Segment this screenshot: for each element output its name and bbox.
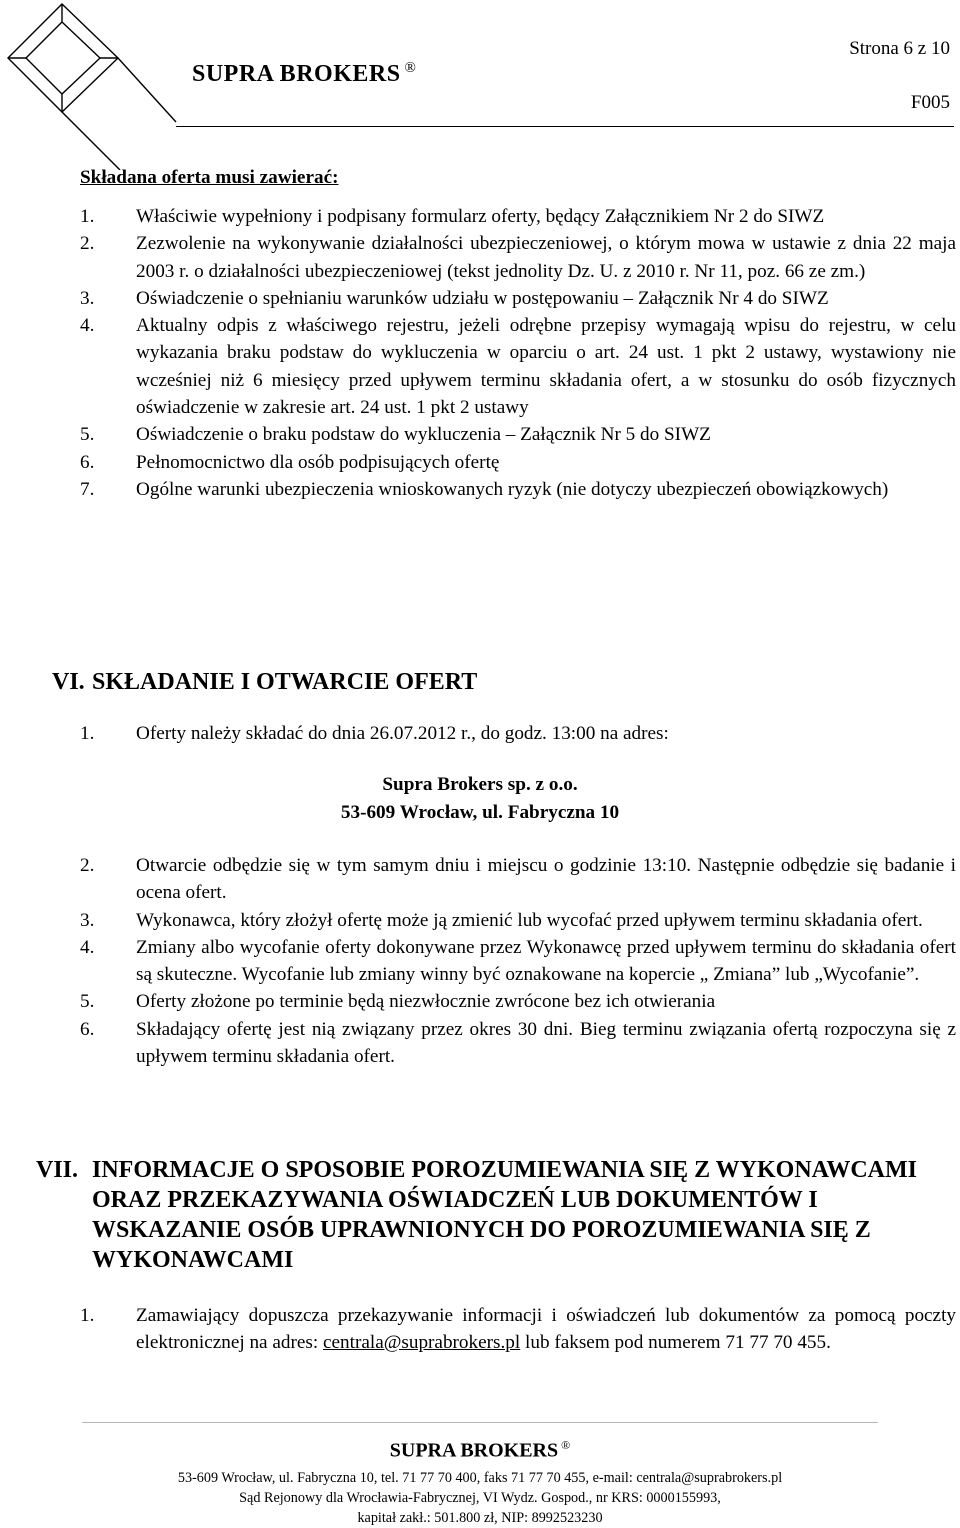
section-6-item-1 (80, 720, 956, 747)
section-6-list (80, 852, 956, 1070)
requirements-list (80, 203, 956, 503)
footer-registry: Sąd Rejonowy dla Wrocławia-Fabrycznej, VI Wydz. Gospod., nr KRS: 0000155993, (239, 1490, 721, 1506)
list-item: 2. Zezwolenie na wykonywanie działalności ubezpieczeniowej, o którym mowa w ustawie z dnia 22 maja 2003 r. o działalności ubezpieczeniowej (tekst jednolity Dz. U. z 2010 r. Nr 11, poz. 66 ze zm.) (80, 233, 956, 282)
list-item: 2. Otwarcie odbędzie się w tym samym dniu i miejscu o godzinie 13:10. Następnie odbędzie się badanie i ocena ofert. (80, 855, 956, 904)
list-item: 4. Zmiany albo wycofanie oferty dokonywane przez Wykonawcę przed upływem terminu do składania ofert są skuteczne. Wycofanie lub zmiany winny być oznakowane na kopercie „ Zmiana” lub „Wycofanie”. (80, 936, 956, 986)
requirements-heading: Składana oferta musi zawierać: (80, 167, 339, 188)
list-item: 3. Oświadczenie o spełnianiu warunków udziału w postępowaniu – Załącznik Nr 4 do SIWZ (80, 287, 829, 309)
section-7-heading: VII. INFORMACJE O SPOSOBIE POROZUMIEWANIA SIĘ Z WYKONAWCAMI ORAZ PRZEKAZYWANIA OŚWIADCZEŃ LUB DOKUMENTÓW I WSKAZANIE OSÓB UPRAWNIONYCH DO POROZUMIEWANIA SIĘ Z WYKONAWCAMI (36, 1157, 917, 1273)
list-item: 5. Oferty złożone po terminie będą niezwłocznie zwrócone bez ich otwierania (80, 991, 716, 1013)
company-logo (0, 0, 180, 170)
form-code: F005 (910, 92, 950, 113)
footer-address: 53-609 Wrocław, ul. Fabryczna 10, tel. 71 77 70 400, faks 71 77 70 455, e-mail: centrala@suprabrokers.pl (177, 1470, 783, 1486)
header-brand: SUPRA BROKERS ® (192, 60, 417, 87)
footer-divider (82, 1422, 878, 1423)
list-item: 1. Zamawiający dopuszcza przekazywanie informacji i oświadczeń lub dokumentów za pomocą poczty elektronicznej na adres: centrala@suprabrokers.pl lub faksem pod numerem 71 77 70 455. (80, 1305, 956, 1354)
list-item: 5. Oświadczenie o braku podstaw do wykluczenia – Załącznik Nr 5 do SIWZ (80, 424, 711, 446)
list-item: 6. Składający ofertę jest nią związany przez okres 30 dni. Bieg terminu związania ofertą rozpoczyna się z upływem terminu składania ofert. (80, 1018, 956, 1068)
header-divider (176, 126, 954, 127)
footer-brand: SUPRA BROKERS ® (389, 1438, 571, 1462)
list-item: 6. Pełnomocnictwo dla osób podpisujących ofertę (80, 451, 500, 473)
footer-capital: kapitał zakł.: 501.800 zł, NIP: 8992523230 (357, 1510, 603, 1526)
address-company: Supra Brokers sp. z o.o. (382, 774, 578, 795)
registered-mark: ® (561, 1438, 571, 1452)
email-link[interactable]: centrala@suprabrokers.pl (323, 1332, 521, 1354)
registered-mark: ® (404, 60, 417, 76)
list-item: 4. Aktualny odpis z właściwego rejestru, jeżeli odrębne przepisy wymagają wpisu do rejestru, w celu wykazania braku podstaw do wykluczenia w oparciu o art. 24 ust. 1 pkt 2 ustawy, wystawiony nie wcześniej niż 6 miesięcy przed upływem terminu składania ofert, a w stosunku do osób fizycznych oświadczenie w zakresie art. 24 ust. 1 pkt 2 ustawy (80, 315, 956, 419)
address-street: 53-609 Wrocław, ul. Fabryczna 10 (340, 802, 620, 823)
section-7-list (80, 1302, 956, 1357)
page-number: Strona 6 z 10 (849, 38, 950, 59)
list-item: 3. Wykonawca, który złożył ofertę może ją zmienić lub wycofać przed upływem terminu składania ofert. (80, 909, 923, 931)
list-item: 7. Ogólne warunki ubezpieczenia wnioskowanych ryzyk (nie dotyczy ubezpieczeń obowiązkowych) (80, 478, 889, 500)
list-item: 1. Właściwie wypełniony i podpisany formularz oferty, będący Załącznikiem Nr 2 do SIWZ (80, 206, 825, 227)
list-item: 1. Oferty należy składać do dnia 26.07.2012 r., do godz. 13:00 na adres: (80, 723, 669, 744)
